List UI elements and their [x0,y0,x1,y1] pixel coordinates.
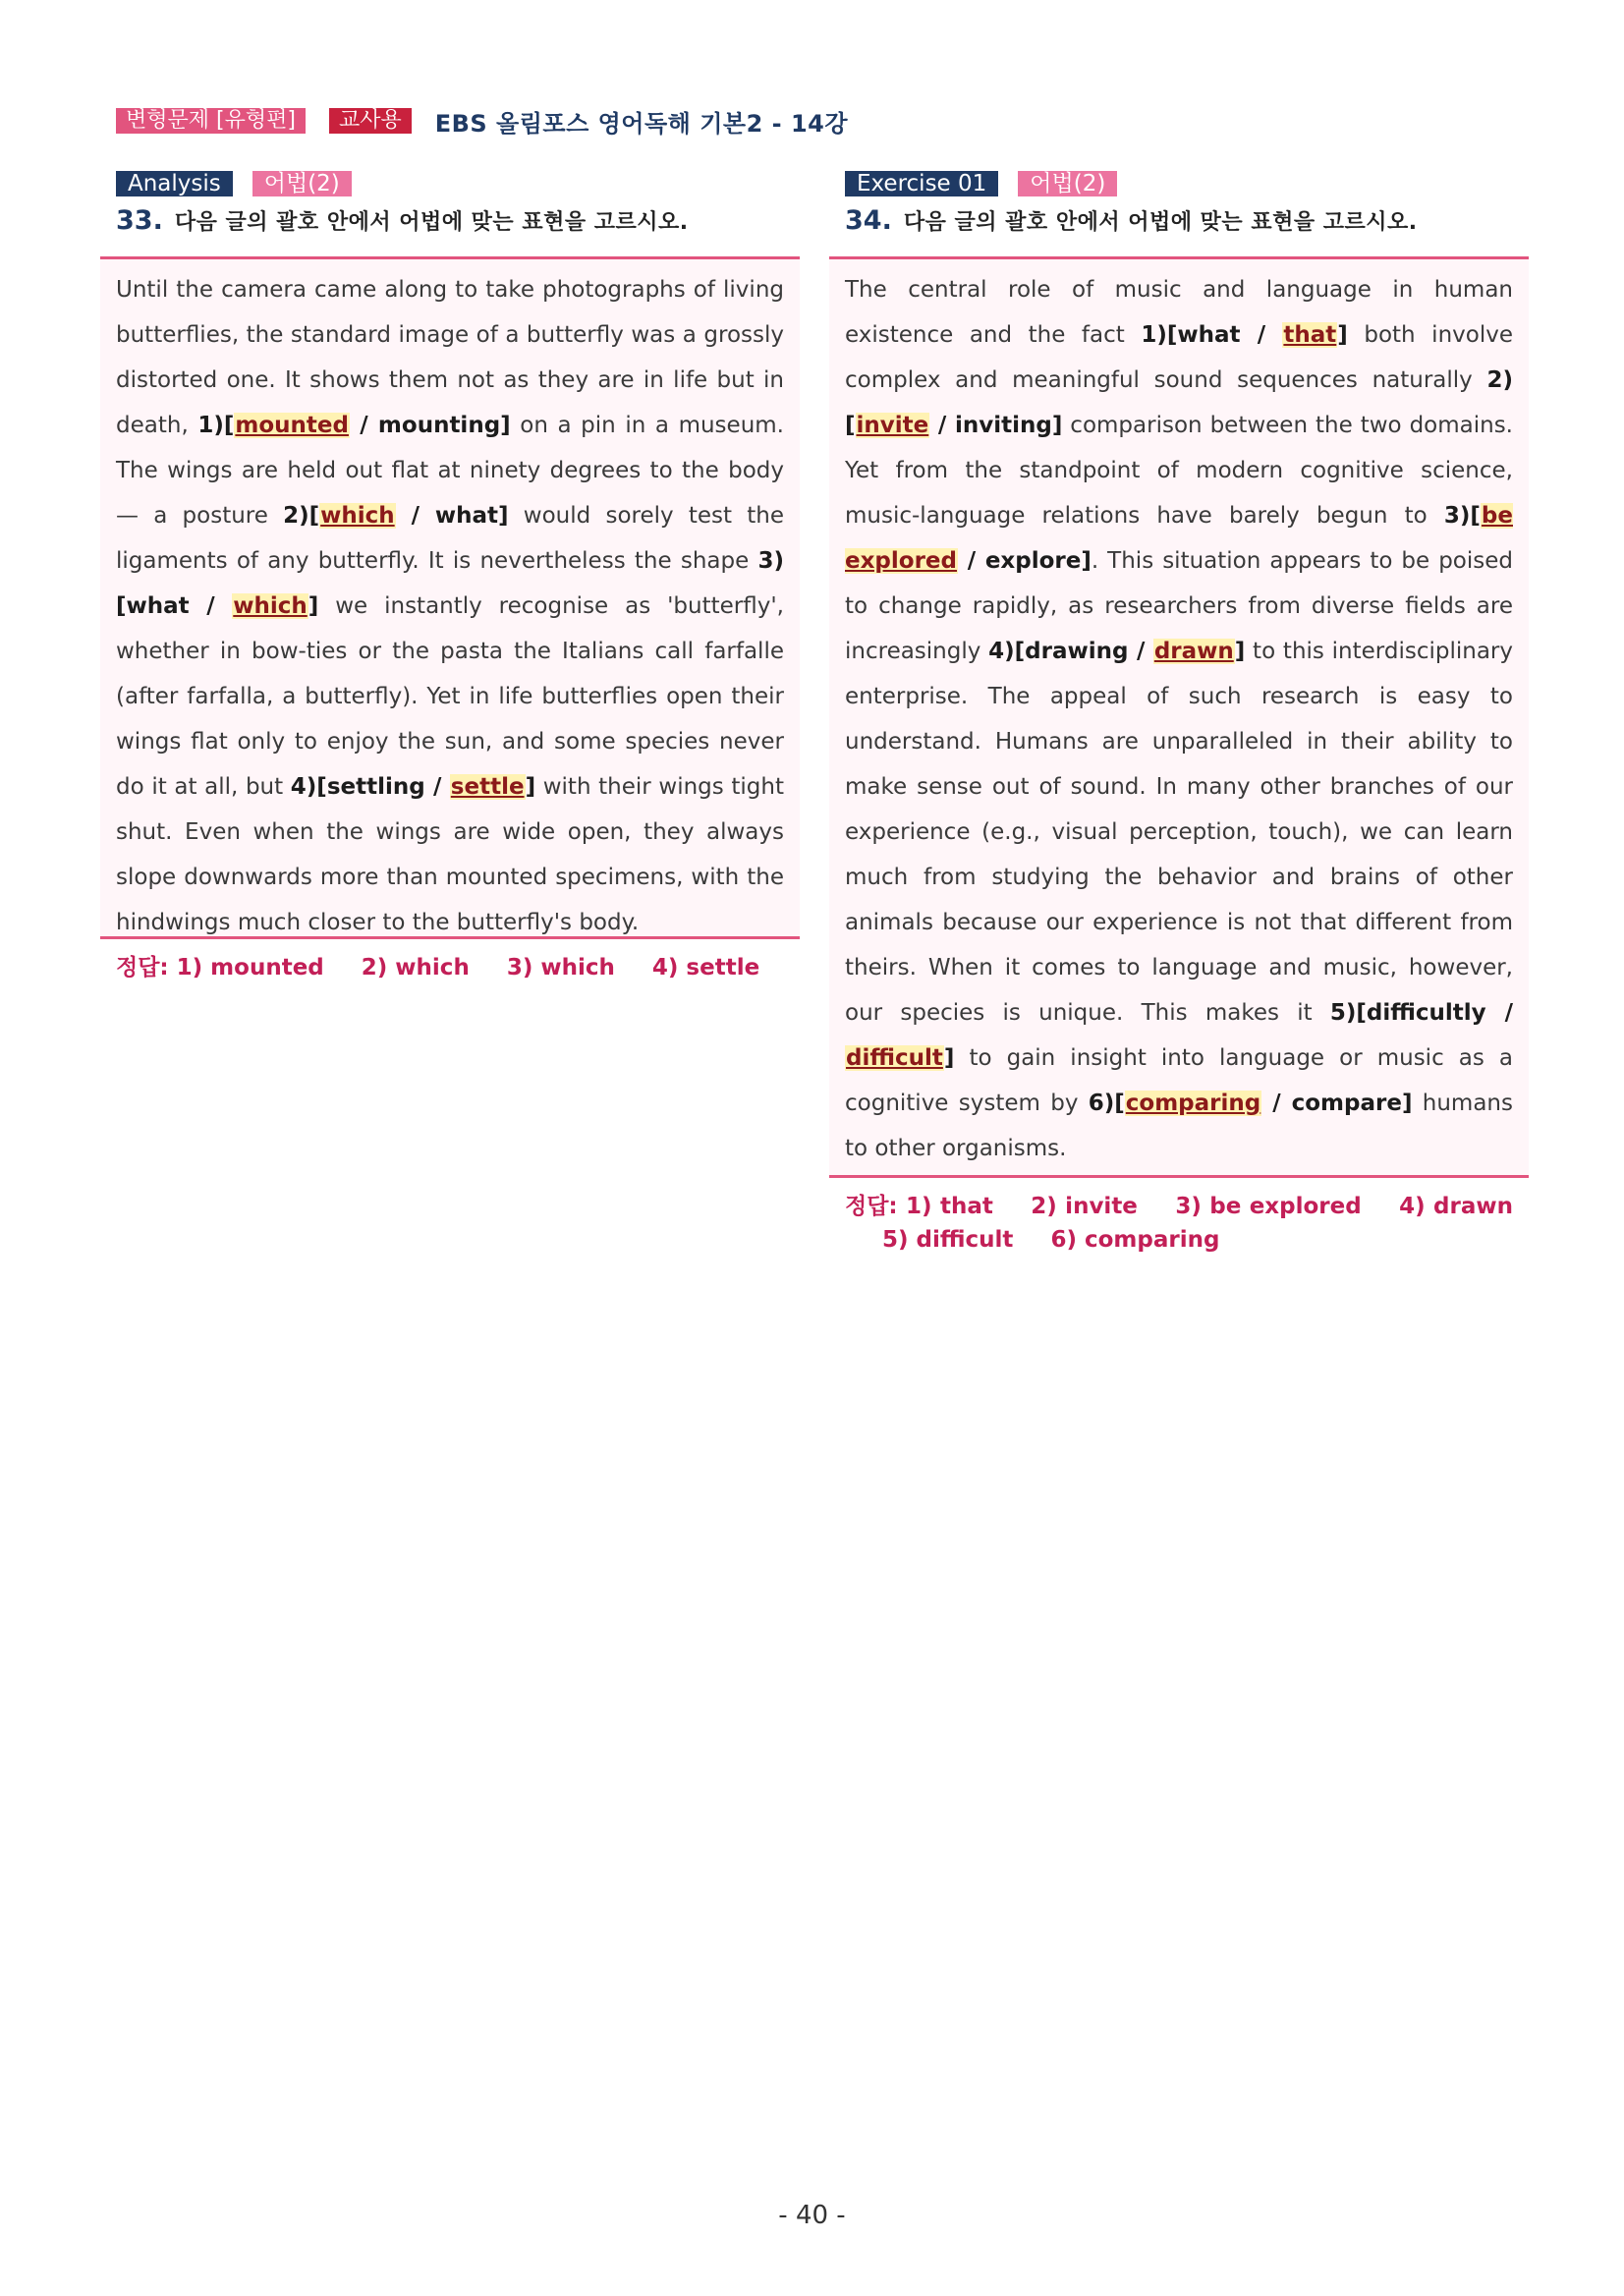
answer-item: 2) invite [1031,1194,1138,1219]
passage-segment: Until the camera came along to take photographs of living butterflies, the standard image of a butterfly was a grossly distorted one. It shows them not as they are in life but in death, [116,277,784,438]
answer-highlight: difficult [846,1045,943,1071]
page-number: - 40 - [778,2201,846,2230]
book-title: EBS 올림포스 영어독해 기본2 - 14강 [434,109,849,138]
passage-segment: would sorely test the ligaments of any butterfly. It is nevertheless the shape [116,503,784,574]
passage-segment: with their wings tight shut. Even when the wings are wide open, they always slope downwards more than mounted specimens, with the hindwings much closer to the butterfly's body. [116,774,784,935]
answer-item: 2) which [361,955,470,980]
answer-highlight: which [320,503,395,529]
question-number: 34. [845,205,892,236]
passage-segment: on a pin in a museum. The wings are held out flat at ninety degrees to the body — a posture [116,413,784,529]
bracket-choice-4: 4)[settling / settle] [290,774,536,800]
answer-highlight: which [233,593,308,619]
passage-segment: to this interdisciplinary enterprise. The appeal of such research is easy to understand. Humans are unparalleled in their ability to make sense out of sound. In many other branches of our experience (e.g., visual perception, touch), we can learn much from studying the behavior and brains of other animals because our experience is not that different from theirs. When it comes to language and music, however, our species is unique. This makes it [845,639,1513,1026]
passage-box [100,256,800,939]
answer-key [100,951,800,984]
analysis-label: Analysis [116,171,233,196]
category-label: 어법(2) [252,171,352,196]
bracket-choice-3: 3)[what / which] [116,548,784,619]
question-line [100,205,800,239]
bracket-choice-2: 2)[which / what] [283,503,509,529]
answer-highlight: mounted [235,413,349,438]
bracket-choice-1: 1)[mounted / mounting] [197,413,511,438]
answer-highlight: be explored [845,503,1513,574]
answer-item: 6) comparing [1050,1227,1220,1253]
passage-segment: to gain insight into language or music as a cognitive system by [845,1045,1513,1116]
passage-text [845,267,1513,1171]
question-number: 33. [116,205,163,236]
answer-key [829,1190,1529,1257]
bracket-choice-2: 2)[invite / inviting] [845,367,1513,438]
answer-item: 1) that [906,1194,993,1219]
answer-item: 4) settle [651,955,760,980]
answer-item: 1) mounted [176,955,324,980]
passage-segment: we instantly recognise as 'butterfly', whether in bow-ties or the pasta the Italians call farfalle (after farfalla, a butterfly). Yet in life butterflies open their wings flat only to enjoy the sun, and some species never do it at all, but [116,593,784,800]
question-instruction: 다음 글의 괄호 안에서 어법에 맞는 표현을 고르시오. [903,210,1418,235]
passage-segment: both involve complex and meaningful sound sequences naturally [845,322,1513,393]
answer-highlight: comparing [1125,1091,1261,1116]
exercise-label: Exercise 01 [845,171,998,196]
right-section-tags [829,170,1529,197]
answer-key-label: 정답: [845,1194,898,1219]
answer-highlight: settle [450,774,525,800]
passage-box [829,256,1529,1178]
answer-highlight: that [1283,322,1337,348]
page-header [116,104,848,138]
bracket-choice-4: 4)[drawing / drawn] [988,639,1246,664]
answer-highlight: drawn [1153,639,1234,664]
bracket-choice-3: 3)[be explored / explore] [845,503,1513,574]
passage-segment: . This situation appears to be poised to change rapidly, as researchers from diverse fields are increasingly [845,548,1513,664]
passage-segment: The central role of music and language in human existence and the fact [845,277,1513,348]
question-instruction: 다음 글의 괄호 안에서 어법에 맞는 표현을 고르시오. [174,210,689,235]
left-section-tags [100,170,800,197]
answer-item: 5) difficult [882,1227,1014,1253]
teacher-tag: 교사용 [329,108,412,134]
type-tag: 변형문제 [유형편] [116,108,306,134]
right-column [829,170,1529,1257]
answer-key-label: 정답: [116,955,169,980]
question-line [829,205,1529,239]
category-label: 어법(2) [1018,171,1117,196]
bracket-choice-1: 1)[what / that] [1141,322,1348,348]
passage-segment: comparison between the two domains. Yet from the standpoint of modern cognitive science, music-language relations have barely begun to [845,413,1513,529]
bracket-choice-5: 5)[difficultly / difficult] [846,1000,1513,1071]
left-column [100,170,800,984]
answer-highlight: invite [856,413,929,438]
answer-item: 3) be explored [1175,1194,1362,1219]
answer-item: 4) drawn [1399,1194,1513,1219]
answer-item: 3) which [506,955,615,980]
passage-segment: humans to other organisms. [845,1091,1513,1161]
passage-text [116,267,784,945]
bracket-choice-6: 6)[comparing / compare] [1088,1091,1413,1116]
